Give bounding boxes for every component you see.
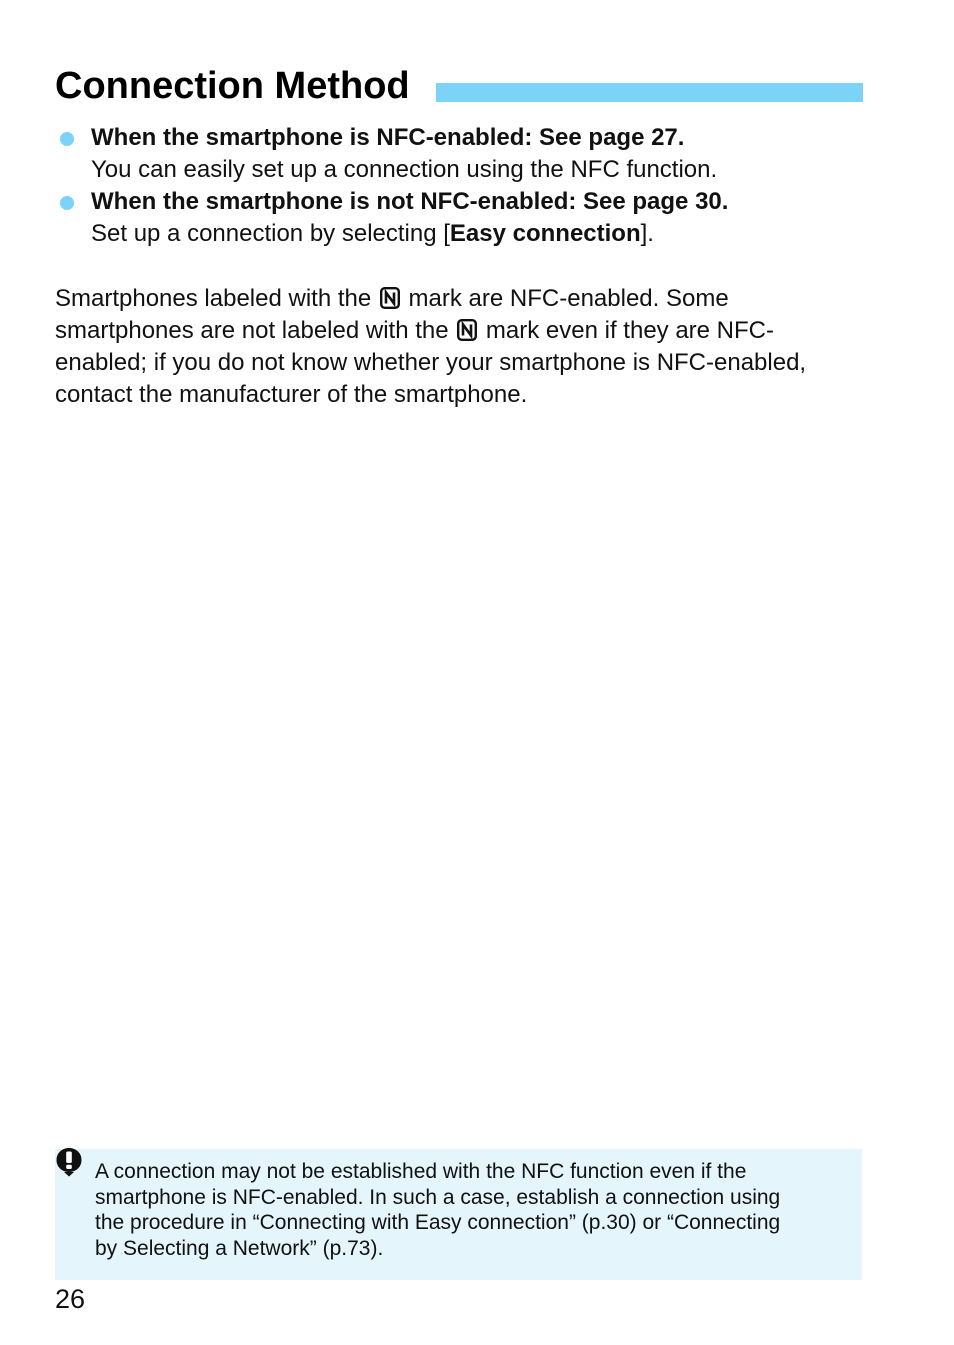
bullet-description: You can easily set up a connection using the NFC function. — [91, 156, 718, 183]
paragraph-text: mark even if they are NFC- — [479, 317, 774, 344]
paragraph-line: enabled; if you do not know whether your smartphone is NFC-enabled, — [55, 349, 807, 376]
heading-accent-bar — [436, 83, 863, 102]
paragraph-text: smartphones are not labeled with the — [55, 317, 456, 344]
paragraph-text: mark are NFC-enabled. Some — [401, 285, 729, 312]
bullet-title: When the smartphone is NFC-enabled: See page 27. — [91, 124, 685, 151]
nfc-mark-icon — [380, 287, 400, 309]
page-number: 26 — [55, 1284, 86, 1314]
caution-note-box — [55, 1149, 862, 1280]
note-line: A connection may not be established with the NFC function even if the — [95, 1160, 747, 1183]
description-text: ]. — [640, 220, 654, 247]
note-line: by Selecting a Network” (p.73). — [95, 1237, 384, 1261]
list-item-not-nfc-enabled — [55, 186, 875, 250]
caution-note-text — [95, 1159, 780, 1262]
caution-icon — [55, 1147, 83, 1177]
paragraph-text: Smartphones labeled with the — [55, 285, 378, 312]
easy-connection-term: Easy connection — [449, 220, 641, 247]
paragraph-line — [55, 283, 875, 315]
list-item-nfc-enabled — [55, 122, 875, 186]
note-line: the procedure in “Connecting with Easy connection” (p.30) or “Connecting — [95, 1211, 781, 1235]
nfc-info-paragraph — [55, 283, 875, 411]
nfc-mark-icon — [457, 319, 477, 341]
description-text: Set up a connection by selecting [ — [91, 220, 450, 247]
note-line: smartphone is NFC-enabled. In such a case, establish a connection using — [95, 1185, 781, 1209]
paragraph-line: contact the manufacturer of the smartphone. — [55, 381, 528, 408]
bullet-title: When the smartphone is not NFC-enabled: See page 30. — [91, 188, 729, 215]
section-heading: Connection Method — [55, 65, 410, 107]
connection-options-list — [55, 122, 875, 250]
bullet-description — [91, 218, 875, 250]
paragraph-line — [55, 315, 875, 347]
bullet-dot-icon — [60, 196, 74, 210]
bullet-dot-icon — [60, 132, 74, 146]
